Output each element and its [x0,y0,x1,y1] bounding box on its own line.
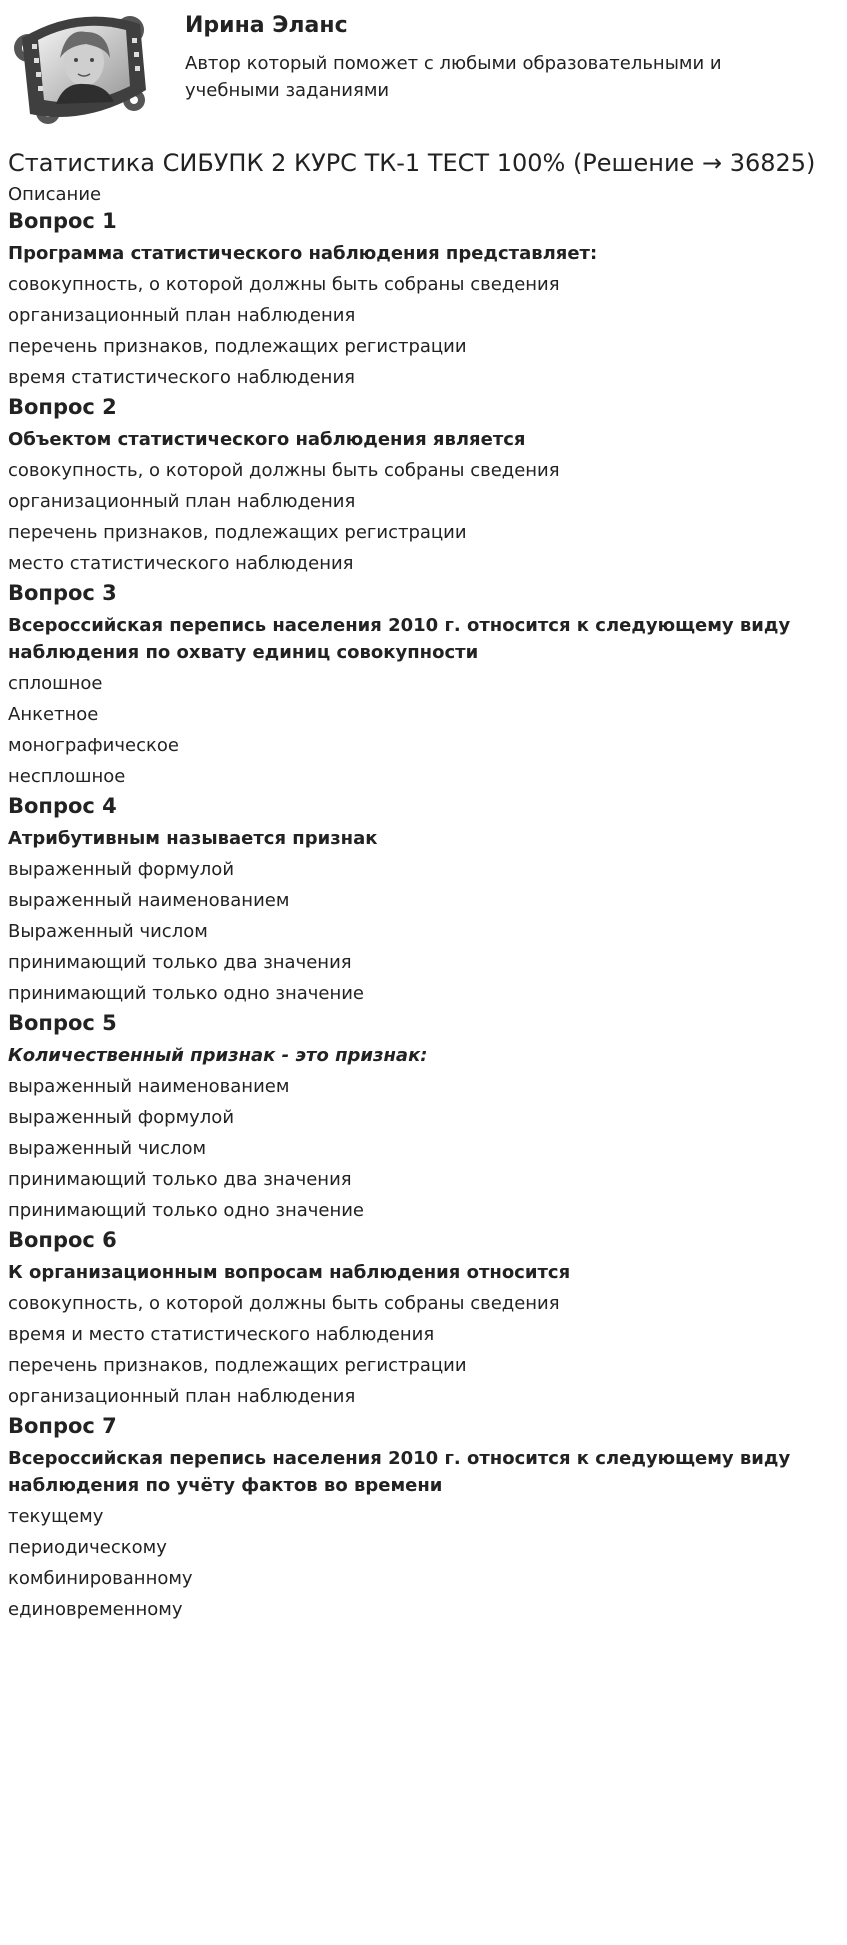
author-avatar [8,8,150,124]
answer-option: монографическое [8,735,179,756]
film-reel-avatar-image [8,8,150,124]
question-text: Атрибутивным называется признак [8,828,378,849]
answer-list [8,458,840,577]
question-text: Объектом статистического наблюдения является [8,429,526,450]
page-title: Статистика СИБУПК 2 КУРС ТК-1 ТЕСТ 100% (Решение → 36825) [8,149,816,177]
answer-option: комбинированному [8,1568,193,1589]
answer-option: место статистического наблюдения [8,553,354,574]
answer-option: текущему [8,1506,104,1527]
answer-option: время и место статистического наблюдения [8,1324,435,1345]
answer-option: Анкетное [8,704,99,725]
question-heading: Вопрос 5 [8,1011,117,1035]
answer-option: выраженный формулой [8,1107,235,1128]
answer-option: перечень признаков, подлежащих регистрации [8,522,467,543]
answer-option: организационный план наблюдения [8,305,356,326]
question-text: Количественный признак - это признак: [8,1045,428,1066]
question-heading: Вопрос 4 [8,794,117,818]
answer-option: совокупность, о которой должны быть собраны сведения [8,274,560,295]
answer-list [8,1291,840,1410]
answer-option: единовременному [8,1599,183,1620]
answer-option: время статистического наблюдения [8,367,355,388]
answer-list [8,671,840,790]
description-label: Описание [8,184,102,205]
answer-option: организационный план наблюдения [8,1386,356,1407]
question-block [8,207,840,391]
answer-option: перечень признаков, подлежащих регистрации [8,336,467,357]
question-text: К организационным вопросам наблюдения относится [8,1262,571,1283]
answer-option: перечень признаков, подлежащих регистрации [8,1355,467,1376]
answer-list [8,1504,840,1623]
questions-list [8,207,840,1623]
answer-option: принимающий только одно значение [8,1200,364,1221]
answer-option: несплошное [8,766,126,787]
answer-option: принимающий только два значения [8,952,352,973]
answer-list [8,857,840,1007]
answer-option: периодическому [8,1537,167,1558]
question-block [8,1009,840,1224]
answer-option: выраженный наименованием [8,890,290,911]
question-heading: Вопрос 3 [8,581,117,605]
author-header [0,0,847,140]
question-block [8,792,840,1007]
answer-list [8,272,840,391]
answer-option: выраженный формулой [8,859,235,880]
answer-option: выраженный числом [8,1138,207,1159]
answer-option: сплошное [8,673,103,694]
question-heading: Вопрос 6 [8,1228,117,1252]
answer-option: принимающий только одно значение [8,983,364,1004]
answer-option: Выраженный числом [8,921,208,942]
document-content [8,146,840,1625]
answer-option: совокупность, о которой должны быть собраны сведения [8,1293,560,1314]
question-text: Всероссийская перепись населения 2010 г. относится к следующему виду наблюдения по охвату единиц совокупности [8,615,791,663]
question-block [8,1226,840,1410]
answer-option: совокупность, о которой должны быть собраны сведения [8,460,560,481]
question-heading: Вопрос 7 [8,1414,117,1438]
question-heading: Вопрос 2 [8,395,117,419]
answer-option: организационный план наблюдения [8,491,356,512]
answer-list [8,1074,840,1224]
question-heading: Вопрос 1 [8,209,117,233]
author-description: Автор который поможет с любыми образовательными и учебными заданиями [185,53,722,101]
question-block [8,393,840,577]
question-text: Всероссийская перепись населения 2010 г. относится к следующему виду наблюдения по учёту фактов во времени [8,1448,791,1496]
answer-option: выраженный наименованием [8,1076,290,1097]
question-block [8,579,840,790]
question-block [8,1412,840,1623]
answer-option: принимающий только два значения [8,1169,352,1190]
question-text: Программа статистического наблюдения представляет: [8,243,598,264]
author-name[interactable]: Ирина Эланс [185,13,348,38]
